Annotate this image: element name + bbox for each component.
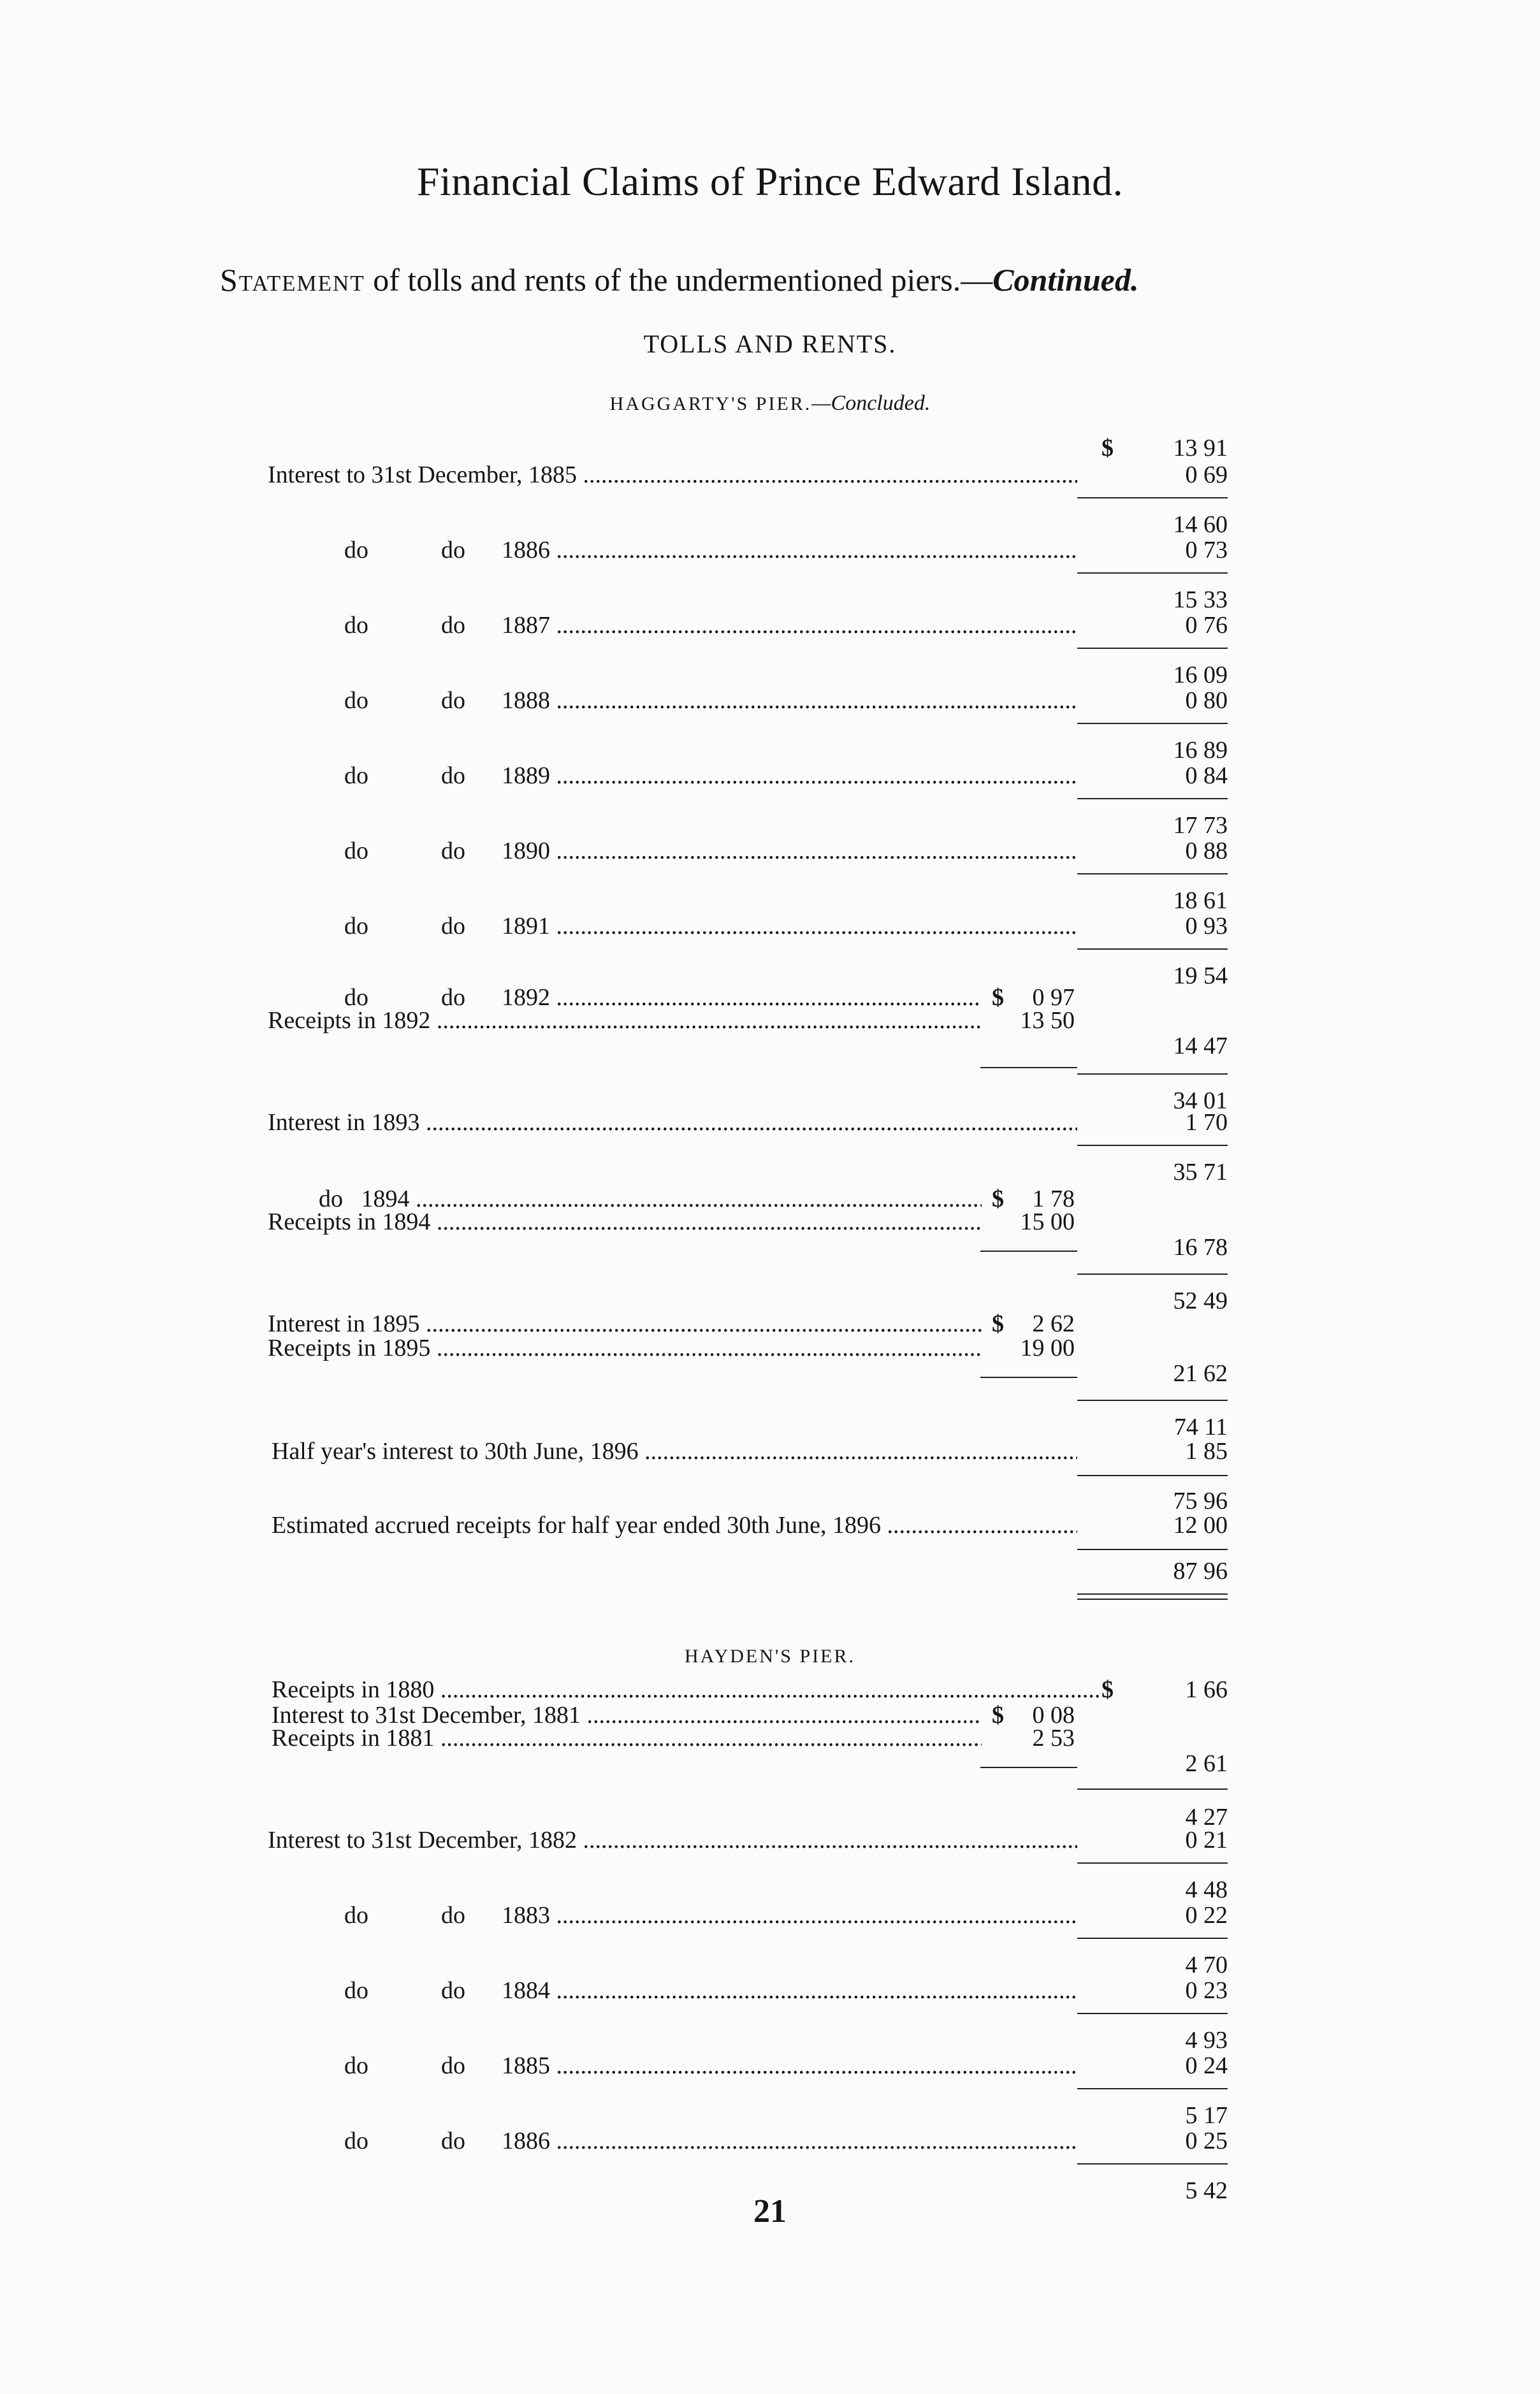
statement-heading <box>220 261 1138 298</box>
currency-sign: $ <box>992 1702 1004 1729</box>
statement-text: of tolls and rents of the undermentioned piers.— <box>373 262 993 298</box>
row-amount: 0 97 <box>1032 984 1075 1011</box>
opening-balance: 13 91 <box>1173 435 1228 461</box>
group-sum: 21 62 <box>1173 1360 1228 1387</box>
subtotal: 19 54 <box>1173 962 1228 989</box>
total-rule <box>1077 497 1228 498</box>
row-amount: 19 00 <box>1020 1335 1075 1361</box>
total-rule <box>1077 648 1228 649</box>
row-label: do do 1883 ..... <box>344 1899 1077 1931</box>
row-label: Estimated accrued receipts for half year ended 30th June, 1896 ..... <box>272 1509 1077 1541</box>
row-amount: 2 53 <box>1032 1725 1075 1752</box>
row-label: do do 1892 ..... <box>344 982 982 1013</box>
row-label: Receipts in 1880 ..... <box>272 1674 1100 1706</box>
row-amount: 13 50 <box>1020 1007 1075 1034</box>
sum-rule <box>980 1767 1077 1768</box>
total-rule <box>1077 1788 1228 1790</box>
row-amount: 0 69 <box>1185 461 1228 488</box>
row-amount: 0 80 <box>1185 687 1228 714</box>
row-label: do do 1886 ..... <box>344 2125 1077 2157</box>
row-label: do do 1885 ..... <box>344 2050 1077 2082</box>
total-rule <box>1077 1145 1228 1146</box>
subtotal: 74 11 <box>1173 1414 1228 1440</box>
row-amount: 1 70 <box>1185 1109 1228 1136</box>
row-label: do do 1888 ..... <box>344 685 1077 716</box>
row-label: Half year's interest to 30th June, 1896 ..... <box>272 1435 1077 1467</box>
row-label: do do 1890 ..... <box>344 835 1077 867</box>
currency-sign: $ <box>1101 1676 1114 1703</box>
row-label: Interest in 1893 ..... <box>268 1106 1077 1138</box>
subtotal: 35 71 <box>1173 1159 1228 1186</box>
row-amount: 0 23 <box>1185 1977 1228 2004</box>
row-amount: 0 22 <box>1185 1902 1228 1929</box>
sum-rule <box>980 1377 1077 1378</box>
subtotal: 4 93 <box>1185 2027 1228 2054</box>
row-amount: 15 00 <box>1020 1208 1075 1235</box>
row-label: Interest to 31st December, 1882 ..... <box>268 1824 1077 1856</box>
total-rule <box>1077 2163 1228 2165</box>
subtotal: 14 60 <box>1173 511 1228 538</box>
total-rule <box>1077 1549 1228 1550</box>
total-rule <box>1077 1273 1228 1275</box>
subtotal: 4 27 <box>1185 1804 1228 1831</box>
total-rule <box>1077 1475 1228 1476</box>
row-label: Receipts in 1895 ..... <box>268 1332 982 1364</box>
sum-rule <box>980 1067 1077 1068</box>
subtotal: 15 33 <box>1173 586 1228 613</box>
subtotal: 18 61 <box>1173 887 1228 914</box>
total-rule <box>1077 873 1228 874</box>
row-amount: 0 24 <box>1185 2052 1228 2079</box>
row-amount: 0 88 <box>1185 838 1228 864</box>
total-rule <box>1077 723 1228 724</box>
currency-sign: $ <box>992 1186 1004 1212</box>
row-amount: 12 00 <box>1173 1512 1228 1539</box>
row-amount: 1 66 <box>1185 1676 1228 1703</box>
subtotal: 5 17 <box>1185 2102 1228 2129</box>
subtotal: 16 89 <box>1173 737 1228 764</box>
currency-sign: $ <box>992 1310 1004 1337</box>
row-label: do 1894 ..... <box>319 1183 982 1215</box>
subtotal: 5 42 <box>1185 2177 1228 2204</box>
row-amount: 0 08 <box>1032 1702 1075 1729</box>
row-amount: 0 25 <box>1185 2128 1228 2154</box>
grand-total: 87 96 <box>1173 1558 1228 1585</box>
page-title: Financial Claims of Prince Edward Island. <box>416 159 1124 204</box>
total-rule <box>1077 1862 1228 1864</box>
row-amount: 0 21 <box>1185 1827 1228 1854</box>
group-sum: 16 78 <box>1173 1234 1228 1261</box>
total-rule <box>1077 572 1228 574</box>
subtotal: 16 09 <box>1173 662 1228 688</box>
row-label: Interest in 1895 ..... <box>268 1308 982 1340</box>
section-heading: TOLLS AND RENTS. <box>643 330 897 358</box>
row-label: do do 1891 ..... <box>344 910 1077 942</box>
subtotal: 52 49 <box>1173 1288 1228 1314</box>
subtotal: 4 70 <box>1185 1952 1228 1978</box>
page-number: 21 <box>753 2193 787 2230</box>
currency-sign: $ <box>1101 435 1114 461</box>
row-amount: 2 62 <box>1032 1310 1075 1337</box>
pier-title-haggarty <box>0 391 1540 416</box>
pier-name: HAGGARTY'S PIER. <box>609 393 812 414</box>
subtotal: 4 48 <box>1185 1876 1228 1903</box>
row-label: Interest to 31st December, 1881 ..... <box>272 1699 982 1731</box>
row-amount: 0 84 <box>1185 762 1228 789</box>
total-rule <box>1077 948 1228 950</box>
total-rule <box>1077 2013 1228 2014</box>
total-rule <box>1077 1938 1228 1939</box>
statement-lead: Statement <box>220 262 365 298</box>
row-amount: 1 78 <box>1032 1186 1075 1212</box>
subtotal: 17 73 <box>1173 812 1228 839</box>
total-rule <box>1077 1073 1228 1075</box>
row-amount: 1 85 <box>1185 1438 1228 1465</box>
row-label: Interest to 31st December, 1885 ..... <box>268 459 1077 491</box>
total-rule <box>1077 1400 1228 1401</box>
row-label: do do 1889 ..... <box>344 760 1077 792</box>
row-amount: 0 76 <box>1185 612 1228 639</box>
statement-continued: Continued. <box>992 262 1139 298</box>
row-label: Receipts in 1892 ..... <box>268 1005 982 1036</box>
double-rule <box>1077 1593 1228 1600</box>
row-label: do do 1886 ..... <box>344 534 1077 566</box>
subtotal: 34 01 <box>1173 1087 1228 1114</box>
subtotal: 75 96 <box>1173 1488 1228 1514</box>
group-sum: 2 61 <box>1185 1750 1228 1777</box>
total-rule <box>1077 798 1228 799</box>
currency-sign: $ <box>992 984 1004 1011</box>
row-amount: 0 73 <box>1185 537 1228 563</box>
sum-rule <box>980 1251 1077 1252</box>
row-label: Receipts in 1881 ..... <box>272 1722 982 1754</box>
group-sum: 14 47 <box>1173 1033 1228 1059</box>
total-rule <box>1077 2088 1228 2089</box>
row-label: Receipts in 1894 ..... <box>268 1206 982 1238</box>
row-label: do do 1884 ..... <box>344 1975 1077 2006</box>
pier-qualifier: —Concluded. <box>811 391 931 415</box>
row-amount: 0 93 <box>1185 913 1228 939</box>
pier-title-hayden: HAYDEN'S PIER. <box>685 1646 855 1667</box>
row-label: do do 1887 ..... <box>344 609 1077 641</box>
